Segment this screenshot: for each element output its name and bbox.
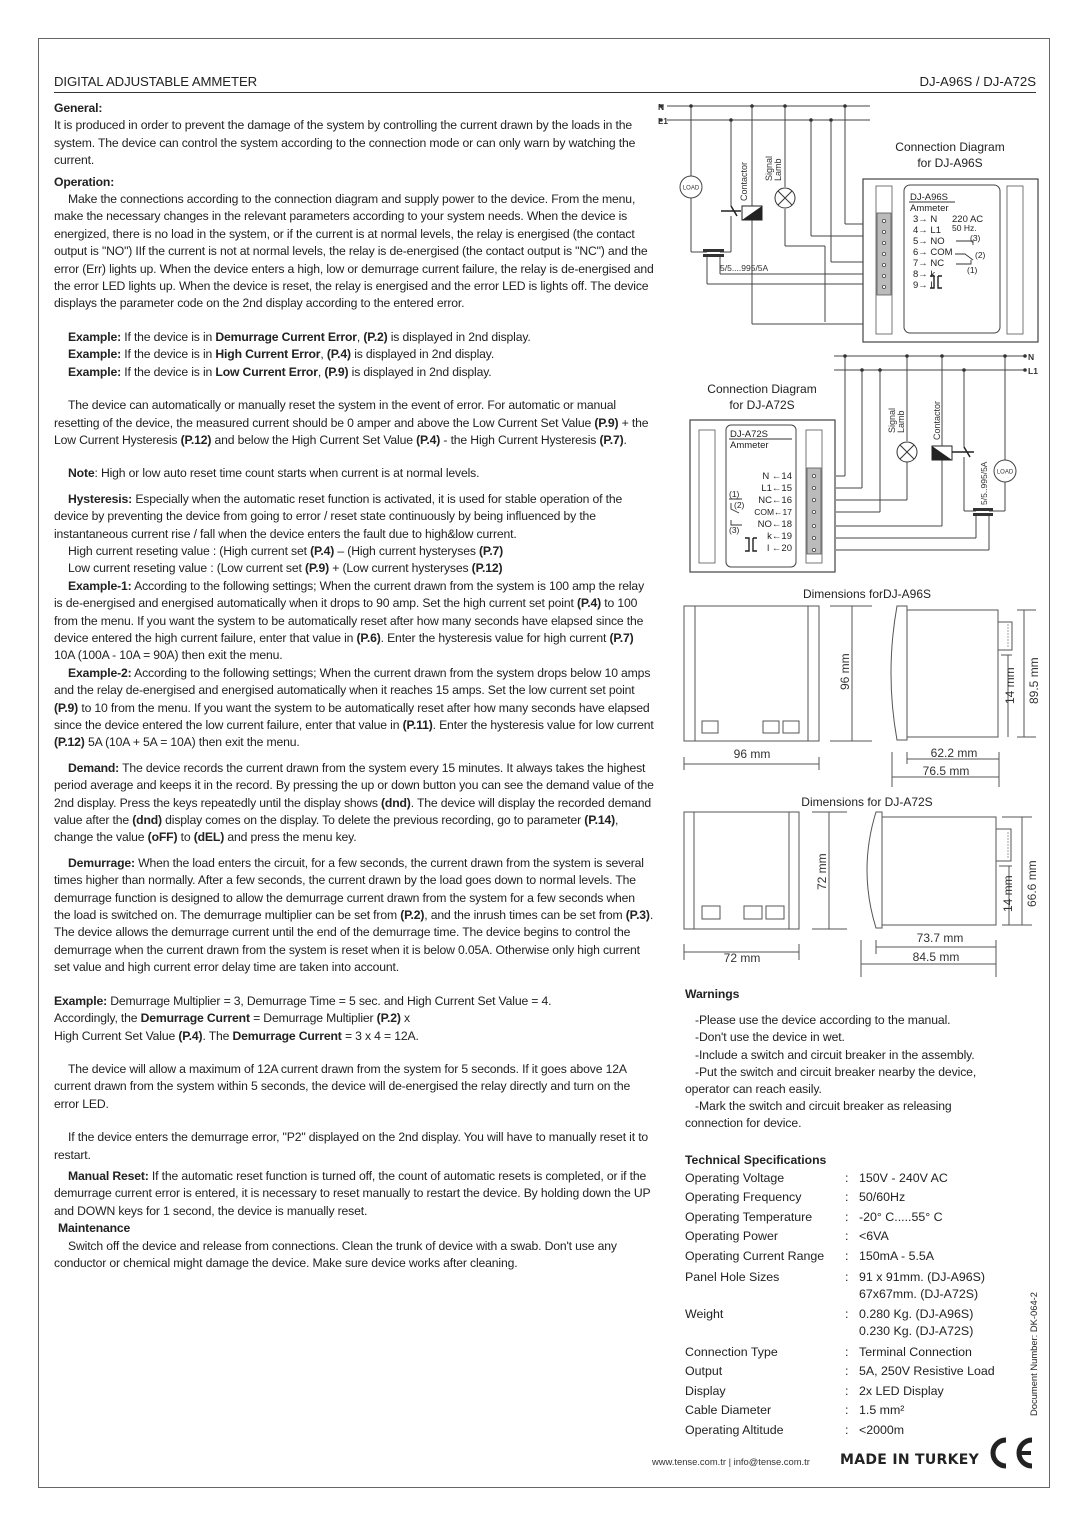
side-body — [907, 610, 998, 737]
height-label: 96 mm — [838, 653, 852, 690]
lamb-label: Lamb — [896, 410, 906, 433]
width-label: 96 mm — [733, 747, 771, 761]
note-paragraph: Note: High or low auto reset time count starts when current is at normal levels. — [68, 466, 480, 481]
specs-heading: Technical Specifications — [685, 1153, 827, 1167]
n-label: N — [658, 102, 665, 112]
operation-heading: Operation: — [54, 174, 115, 189]
terminal-14: N ←14 — [762, 471, 792, 482]
contact-pos-2: (2) — [975, 250, 986, 260]
maintenance-text: Switch off the device and release from connections. Clean the trunk of device with a swab. Don't use any conductor or chemical might damage the device. Make sure device works after cleaning. — [54, 1238, 617, 1270]
general-text: It is produced in order to prevent the damage of the system by controlling the current drawn by the loads in the system. The device can control the system according to the connection mode or can only warn by watching the current. — [54, 118, 636, 168]
contact-pos-2: (2) — [734, 500, 745, 510]
terminal-3: 3→ N — [913, 214, 938, 225]
spec-row: Operating Temperature : -20° C.....55° C — [685, 1209, 943, 1224]
diagram-subtitle: for DJ-A96S — [917, 156, 983, 170]
dimensions-title: Dimensions forDJ-A96S — [802, 587, 932, 601]
l1-label: L1 — [658, 116, 668, 126]
contactor-label: Contactor — [932, 400, 942, 440]
dimensions-a96s — [672, 582, 1042, 787]
terminal-19: k←19 — [767, 531, 792, 542]
terminal-7: 7→ NC — [913, 258, 945, 269]
depth1-label: 73.7 mm — [916, 931, 964, 945]
document-number: Document Number: DK-064-2 — [1028, 1291, 1039, 1416]
side-height-label: 89.5 mm — [1027, 657, 1041, 704]
connection-diagram-a96s — [655, 96, 1040, 346]
lamb-label: Lamb — [773, 158, 783, 181]
device-type: Ammeter — [730, 440, 769, 451]
side-terminal — [996, 829, 1011, 861]
demurrage-example-line: Example: Demurrage Multiplier = 3, Demurrage Time = 5 sec. and High Current Set Value = 4. — [54, 993, 552, 1008]
maintenance-heading: Maintenance — [58, 1221, 131, 1236]
ct-ratio-label: 5/5..995/5A — [979, 461, 989, 505]
contact-icon — [952, 447, 974, 457]
example-line: Example: If the device is in High Current Error, (P.4) is displayed in 2nd display. — [68, 347, 495, 362]
warning-item: -Mark the switch and circuit breaker as releasing — [695, 1099, 952, 1114]
example-line: Example: If the device is in Low Current Error, (P.9) is displayed in 2nd display. — [68, 364, 492, 379]
depth2-label: 76.5 mm — [922, 764, 970, 778]
contact-info: www.tense.com.tr | info@tense.com.tr — [652, 1456, 810, 1467]
terminal-5: 5→ NO — [913, 236, 945, 247]
spec-row: Display : 2x LED Display — [685, 1383, 944, 1398]
warning-item: -Don't use the device in wet. — [695, 1030, 845, 1045]
contact-icon — [721, 206, 741, 216]
warning-item: -Please use the device according to the manual. — [695, 1013, 951, 1028]
high-reset-formula: High current reseting value : (High current set (P.4) – (High current hysteryses (P.7) — [68, 543, 504, 558]
spec-row: Output : 5A, 250V Resistive Load — [685, 1364, 995, 1379]
demand-paragraph: Demand: The device records the current drawn from the system every 15 minutes. It always takes the highest period average and keeps it in the record. By pressing the up or down button you can see the demand value of the 2nd display. Press the keys repeatedly until the display shows (dnd). The device will display the recorded demand value after the (dnd) display comes on the display. To delete the previous recording, go to parameter (P.14), change the value (oFF) to (dEL) and press the menu key. — [54, 760, 654, 845]
warning-item: operator can reach easily. — [685, 1082, 822, 1097]
spec-row: Panel Hole Sizes : 91 x 91mm. (DJ-A96S) 67x67mm. (DJ-A72S) — [685, 1270, 986, 1302]
signal-lamp-icon — [897, 442, 917, 462]
demurrage-paragraph: Demurrage: When the load enters the circuit, for a few seconds, the current drawn from the system is several times higher than normally. After a few seconds, the current drawn by the load goes down to normal levels. The demurrage function is designed to allow the demurrage current drawn from the system for a few seconds when the load is switched on. The demurrage multiplier can be set from (P.2), and the inrush times can be set from (P.3). — [54, 855, 654, 923]
side-bezel — [891, 606, 907, 740]
terminal-height-label: 14 mm — [1001, 875, 1015, 912]
document-title: DIGITAL ADJUSTABLE AMMETER — [54, 74, 258, 89]
warnings-section — [685, 986, 1040, 1133]
terminal-4: 4→ L1 — [913, 225, 941, 236]
warning-item: -Put the switch and circuit breaker nearby the device, — [695, 1064, 977, 1079]
height-label: 72 mm — [815, 853, 829, 890]
technical-specifications — [685, 1152, 1045, 1440]
ce-mark-icon — [986, 1436, 1038, 1470]
contact-pos-3: (3) — [729, 525, 740, 535]
hysteresis-paragraph: Hysteresis: Especially when the automatic reset function is activated, it is used for stable operation of the device by preventing the device from going to error / reset state continuously by being influenced by the instantaneous current rise / fall when the device enters the fault due to high&low current. — [54, 491, 623, 541]
general-heading: General: — [54, 101, 103, 115]
made-in-label: MADE IN TURKEY — [840, 1452, 980, 1468]
supply-voltage: 220 AC — [952, 214, 984, 225]
supply-frequency: 50 Hz. — [952, 223, 977, 233]
example-line: Example: If the device is in Demurrage Current Error, (P.2) is displayed in 2nd display. — [68, 329, 531, 344]
model-numbers: DJ-A96S / DJ-A72S — [919, 74, 1036, 89]
spec-row: Operating Power : <6VA — [685, 1229, 889, 1244]
p2-error-paragraph: If the device enters the demurrage error, "P2" displayed on the 2nd display. You will have to manually reset it to restart. — [54, 1130, 649, 1162]
contact-pos-1: (1) — [967, 265, 978, 275]
spec-row: Operating Voltage : 150V - 240V AC — [685, 1171, 948, 1185]
current-transformer-icon — [703, 249, 724, 257]
width-label: 72 mm — [723, 951, 761, 965]
contact-pos-1: (1) — [729, 489, 740, 499]
document-header — [54, 74, 1036, 93]
side-terminal — [998, 622, 1012, 650]
front-view — [684, 812, 799, 929]
spec-row: Connection Type : Terminal Connection — [685, 1345, 972, 1360]
load-label: LOAD — [996, 469, 1014, 476]
spec-row: Operating Frequency : 50/60Hz — [685, 1190, 906, 1205]
max-current-paragraph: The device will allow a maximum of 12A current drawn from the system for 5 seconds. If it goes above 12A current drawn from the system within 5 seconds, the device will de-energised the relay directly and turn on the error LED. — [54, 1061, 631, 1111]
operation-text: Make the connections according to the connection diagram and supply power to the device. From the menu, make the necessary changes in the relevant parameters according to your system needs. When the device is energized, there is no load in the system, or if the current is at normal levels, the relay is energised (the contact output is "NO") IIf the current is not at normal levels, the relay is de-energised (the contact output is "NC") and the error (Err) lights up. When the device enters a high, low or demurrage current failure, the relay is de-energised and the error LED lights up. When the device is reset, the relay is energised and the error LED is lights off. The device displays the parameter code on the 2nd display according to the entered error. — [54, 192, 654, 311]
l1-label: L1 — [1028, 366, 1038, 376]
demurrage-example-line: Accordingly, the Demurrage Current = Demurrage Multiplier (P.2) x — [54, 1011, 410, 1026]
spec-row: Operating Current Range : 150mA - 5.5A — [685, 1248, 935, 1263]
load-label: LOAD — [682, 185, 700, 192]
ct-ratio-label: 5/5....995/5A — [720, 263, 769, 273]
contactor-coil-icon — [932, 446, 952, 460]
n-label: N — [1028, 352, 1035, 362]
terminal-9: 9→ l — [913, 280, 933, 291]
warning-item: -Include a switch and circuit breaker in the assembly. — [695, 1047, 975, 1062]
contactor-label: Contactor — [739, 161, 749, 201]
side-body — [882, 817, 996, 925]
signal-label: Signal — [764, 155, 774, 181]
signal-label: Signal — [887, 407, 897, 433]
signal-lamp-icon — [775, 188, 795, 208]
terminal-height-label: 14 mm — [1003, 667, 1017, 704]
warning-item: connection for device. — [685, 1116, 802, 1131]
side-height-label: 66.6 mm — [1025, 860, 1039, 907]
reset-paragraph: The device can automatically or manually reset the system in the event of error. For automatic or manual resetting of the device, the measured current should be 0 amper and above the Low Current Set Value (P.9) + the Low Current Hysteresis (P.12) and below the High Current Set Value (P.4) - the High Current Hysteresis (P.7). — [54, 398, 649, 447]
demurrage-example-line: High Current Set Value (P.4). The Demurrage Current = 3 x 4 = 12A. — [54, 1028, 419, 1043]
dimensions-title: Dimensions for DJ-A72S — [801, 795, 933, 809]
contact-pos-3: (3) — [970, 233, 981, 243]
terminal-6: 6→ COM — [913, 247, 953, 258]
demurrage-control-text: The device allows the demurrage current until the end of the demurrage time. The device begins to control the demurrage when the current drawn from the system is reset when it is below 0.05A. Otherwise only high current set value and high current error delay time are taken into account. — [54, 925, 640, 975]
terminal-16: NC←16 — [758, 495, 792, 506]
example-2-paragraph: Example-2: According to the following settings; When the current drawn from the system drops below 10 amps and the relay de-energised and energised automatically when it reaches 15 amps. Set the low current set point (P.9) to 10 from the menu. If you want the system to be automatically reset after how many seconds have elapsed since the device entered the low current failure, enter that value in (P.11). Enter the hysteresis value for low current (P.12) 5A (10A + 5A = 10A) then exit the menu. — [54, 665, 654, 750]
diagram-title: Connection Diagram — [707, 382, 817, 396]
depth2-label: 84.5 mm — [912, 950, 960, 964]
current-transformer-icon — [973, 508, 993, 516]
low-reset-formula: Low current reseting value : (Low current set (P.9) + (Low current hysteryses (P.12) — [68, 561, 503, 576]
terminal-20: l ←20 — [767, 543, 792, 554]
dimensions-a72s — [672, 792, 1042, 977]
spec-row: Operating Altitude : <2000m — [685, 1422, 905, 1437]
terminal-17: COM←17 — [754, 507, 792, 517]
terminal-15: L1←15 — [761, 483, 792, 494]
spec-row: Cable Diameter : 1.5 mm² — [685, 1403, 905, 1418]
depth1-label: 62.2 mm — [930, 746, 978, 760]
manual-reset-paragraph: Manual Reset: If the automatic reset function is turned off, the count of automatic resets is completed, or if the demurrage current error is entered, it is necessary to reset manually to restart the device. By holding down the UP and DOWN keys for 1 second, the device is manually reset. — [54, 1168, 651, 1218]
terminal-8: 8→ k — [913, 269, 936, 280]
device-type: Ammeter — [910, 203, 949, 214]
device-model: DJ-A72S — [730, 429, 769, 440]
device-model: DJ-A96S — [910, 192, 949, 203]
contactor-coil-icon — [742, 206, 762, 220]
side-bezel — [867, 812, 882, 928]
diagram-title: Connection Diagram — [895, 140, 1005, 154]
connection-diagram-a72s — [682, 345, 1042, 577]
left-column — [54, 100, 654, 1272]
example-1-paragraph: Example-1: According to the following settings; When the current drawn from the system is 100 amp the relay is de-energised and energised automatically when it drops to 90 amp. Set the high current set point (P.4) to 100 from the menu. If you want the system to be automatically reset after how many seconds have elapsed since the device entered the high current failure, enter that value in (P.6). Enter the hysteresis value for high current (P.7) 10A (100A - 10A = 90A) then exit the menu. — [54, 578, 645, 663]
diagram-subtitle: for DJ-A72S — [729, 398, 795, 412]
spec-row: Weight : 0.280 Kg. (DJ-A96S) 0.230 Kg. (DJ-A72S) — [685, 1307, 974, 1339]
warnings-heading: Warnings — [685, 987, 740, 1001]
terminal-18: NO←18 — [757, 519, 792, 530]
